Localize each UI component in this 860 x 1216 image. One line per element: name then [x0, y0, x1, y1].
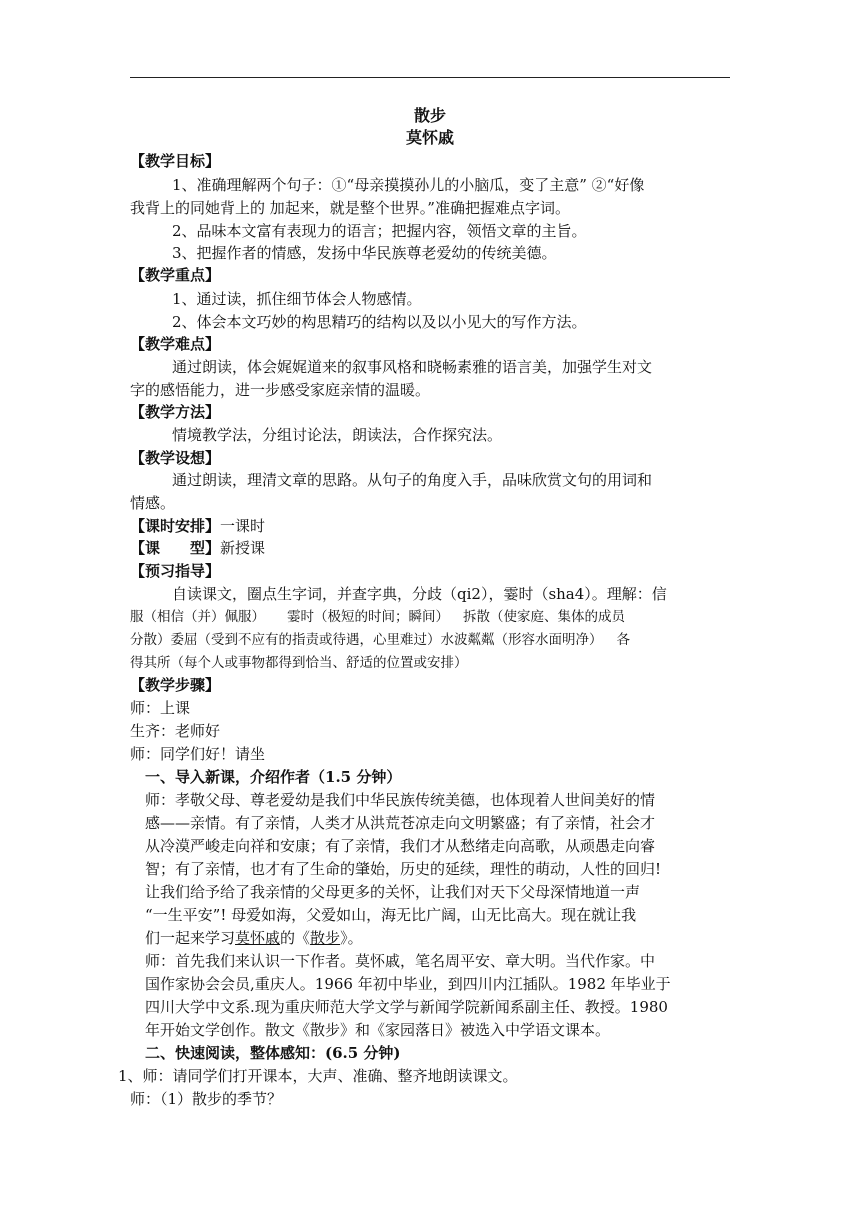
idea-line-2: 情感。: [130, 494, 176, 512]
doc-author: 莫怀戚: [405, 128, 454, 147]
part-1-para-1-line-2: 感——亲情。有了亲情，人类才从洪荒苍凉走向文明繁盛；有了亲情，社会才: [145, 814, 656, 832]
steps-heading: 【教学步骤】: [130, 676, 221, 694]
text-segment: 的《: [280, 929, 311, 947]
goals-heading: 【教学目标】: [130, 152, 221, 170]
goal-2: 2、品味本文富有表现力的语言；把握内容，领悟文章的主旨。: [172, 222, 587, 240]
title-underlined: 散步: [310, 929, 341, 947]
part-1-para-1-line-1: 师：孝敬父母、尊老爱幼是我们中华民族传统美德，也体现着人世间美好的情: [145, 791, 656, 809]
part-1-heading: 一、导入新课，介绍作者（1.5 分钟）: [145, 768, 402, 786]
part-1-para-2-line-3: 四川大学中文系.现为重庆师范大学文学与新闻学院新闻系副主任、教授。1980: [145, 998, 668, 1016]
part-2-heading: 二、快速阅读，整体感知：(6.5 分钟): [145, 1044, 401, 1062]
part-1-para-2-line-4: 年开始文学创作。散文《散步》和《家园落日》被选入中学语文课本。: [145, 1021, 611, 1039]
difficulty-line-2: 字的感悟能力，进一步感受家庭亲情的温暖。: [130, 381, 431, 399]
preview-line-4: 得其所（每个人或事物都得到恰当、舒适的位置或安排）: [130, 655, 468, 671]
part-1-para-2-line-2: 国作家协会会员,重庆人。1966 年初中毕业，到四川内江插队。1982 年毕业于: [145, 975, 671, 993]
key-1: 1、通过读，抓住细节体会人物感情。: [172, 290, 422, 308]
idea-heading: 【教学设想】: [130, 449, 221, 467]
step-teacher-1: 师：上课: [130, 699, 191, 717]
preview-term-chaisan: 拆散（使家庭、集体的成员: [463, 609, 625, 625]
preview-heading: 【预习指导】: [130, 562, 221, 580]
preview-term-xinfu: 服（相信（并）佩服）: [130, 609, 265, 625]
hours-heading: 【课时安排】: [130, 517, 221, 535]
key-2: 2、体会本文巧妙的构思精巧的结构以及以小见大的写作方法。: [172, 313, 587, 331]
method-text: 情境教学法，分组讨论法，朗读法，合作探究法。: [172, 426, 503, 444]
preview-line-3: [130, 629, 860, 651]
type-heading-a: 【课: [130, 539, 161, 557]
preview-term-weiqu: 分散）委屈（受到不应有的指责或待遇，心里难过）水波粼粼（形容水面明净）: [130, 632, 603, 648]
method-heading: 【教学方法】: [130, 403, 221, 421]
type-value: 新授课: [220, 539, 266, 557]
preview-line-2: [130, 606, 860, 628]
doc-title: 散步: [413, 106, 446, 125]
part-1-para-1-line-6: “一生平安”! 母爱如海，父爱如山，海无比广阔，山无比高大。现在就让我: [145, 906, 637, 924]
part-1-para-1-line-3: 从冷漠严峻走向祥和安康；有了亲情，我们才从愁绪走向高歌，从顽愚走向睿: [145, 837, 656, 855]
question-2: 师：（1）散步的季节？: [130, 1090, 283, 1108]
type-heading-b: 型】: [190, 539, 221, 557]
header-rule: [130, 77, 730, 78]
text-segment: 》。: [340, 929, 363, 947]
part-1-para-1-line-5: 让我们给予给了我亲情的父母更多的关怀，让我们对天下父母深情地道一声: [145, 883, 641, 901]
author-name-underlined: 莫怀戚: [235, 929, 281, 947]
type-row: [130, 537, 860, 559]
step-teacher-2: 师：同学们好！请坐: [130, 745, 266, 763]
difficulty-heading: 【教学难点】: [130, 335, 221, 353]
goal-3: 3、把握作者的情感，发扬中华民族尊老爱幼的传统美德。: [172, 244, 557, 262]
preview-term-shashi: 霎时（极短的时间；瞬间）: [287, 609, 449, 625]
goal-1-line-2: 我背上的同她背上的 加起来，就是整个世界。”准确把握难点字词。: [130, 199, 570, 217]
part-1-para-1-line-4: 智；有了亲情，也才有了生命的肇始，历史的延续，理性的萌动，人性的回归!: [145, 860, 662, 878]
difficulty-line-1: 通过朗读，体会娓娓道来的叙事风格和晓畅素雅的语言美，加强学生对文: [172, 358, 653, 376]
preview-line-1: 自读课文，圈点生字词，并查字典，分歧（qi2），霎时（sha4）。理解：信: [172, 585, 667, 603]
preview-term-gede: 各: [616, 632, 630, 648]
text-segment: 们一起来学习: [145, 929, 236, 947]
question-1: 1、师：请同学们打开课本，大声、准确、整齐地朗读课文。: [118, 1067, 518, 1085]
goal-1-line-1: 1、准确理解两个句子：①“母亲摸摸孙儿的小脑瓜，变了主意” ②“好像: [172, 176, 645, 194]
step-students: 生齐：老师好: [130, 722, 221, 740]
part-1-para-2-line-1: 师：首先我们来认识一下作者。莫怀戚，笔名周平安、章大明。当代作家。中: [145, 952, 656, 970]
hours-row: [130, 515, 860, 537]
part-1-para-1-line-7: [145, 927, 860, 949]
key-heading: 【教学重点】: [130, 266, 221, 284]
hours-value: 一课时: [220, 517, 266, 535]
idea-line-1: 通过朗读，理清文章的思路。从句子的角度入手，品味欣赏文句的用词和: [172, 471, 653, 489]
